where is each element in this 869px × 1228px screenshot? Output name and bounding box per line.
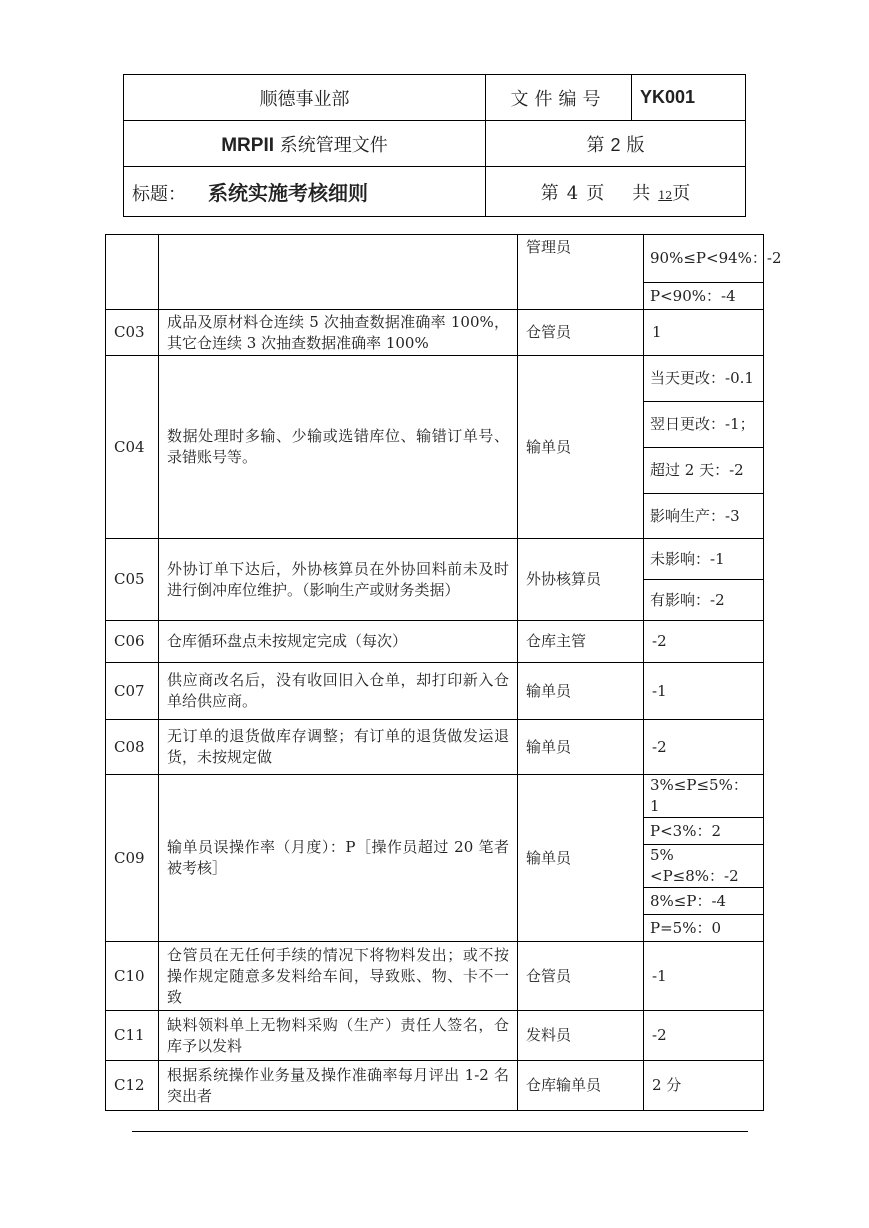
responsible-role: 输单员 bbox=[518, 356, 644, 539]
page-prefix: 第 bbox=[540, 182, 559, 204]
table-row bbox=[106, 942, 764, 1011]
system-name-rest: 系统管理文件 bbox=[279, 134, 388, 156]
item-description: 仓库循环盘点未按规定完成（每次） bbox=[159, 621, 518, 663]
score-rule: 超过 2 天：-2 bbox=[644, 448, 764, 494]
responsible-role: 发料员 bbox=[518, 1011, 644, 1061]
item-description: 仓管员在无任何手续的情况下将物料发出；或不按操作规定随意多发料给车间，导致账、物、卡不一致 bbox=[159, 942, 518, 1011]
table-row bbox=[106, 235, 764, 283]
responsible-role: 输单员 bbox=[518, 663, 644, 720]
version-cell bbox=[486, 121, 746, 167]
total-suffix: 页 bbox=[672, 182, 691, 204]
table-row bbox=[106, 720, 764, 775]
score-rule: 5%<P≤8%：-2 bbox=[644, 845, 764, 888]
file-number-label: 文件编号 bbox=[486, 75, 632, 121]
item-description: 输单员误操作率（月度）：P［操作员超过 20 笔者被考核］ bbox=[159, 775, 518, 942]
table-row bbox=[106, 310, 764, 356]
score-rule: -2 bbox=[644, 720, 764, 775]
assessment-table bbox=[105, 234, 782, 1111]
responsible-role: 输单员 bbox=[518, 720, 644, 775]
page-unit: 页 bbox=[586, 182, 605, 204]
table-row bbox=[106, 775, 764, 818]
item-code: C12 bbox=[106, 1061, 159, 1111]
score-rule: 90%≤P<94%：-2 bbox=[644, 235, 764, 283]
table-row bbox=[106, 621, 764, 663]
score-rule: 3%≤P≤5%：1 bbox=[644, 775, 764, 818]
responsible-role: 输单员 bbox=[518, 775, 644, 942]
system-name-bold: MRPII bbox=[221, 134, 275, 156]
page-number: 4 bbox=[566, 182, 579, 204]
score-rule: 8%≤P：-4 bbox=[644, 888, 764, 915]
item-description: 根据系统操作业务量及操作准确率每月评出 1-2 名突出者 bbox=[159, 1061, 518, 1111]
total-prefix: 共 bbox=[632, 182, 651, 204]
item-code: C10 bbox=[106, 942, 159, 1011]
table-row bbox=[106, 539, 764, 580]
system-document-name bbox=[124, 121, 486, 167]
item-description: 供应商改名后，没有收回旧入仓单，却打印新入仓单给供应商。 bbox=[159, 663, 518, 720]
item-code: C06 bbox=[106, 621, 159, 663]
responsible-role: 仓库输单员 bbox=[518, 1061, 644, 1111]
total-pages: 12 bbox=[658, 188, 673, 202]
score-rule: -2 bbox=[644, 1011, 764, 1061]
responsible-role: 仓管员 bbox=[518, 310, 644, 356]
score-rule: 1 bbox=[644, 310, 764, 356]
document-header-table bbox=[123, 74, 746, 217]
file-code: YK001 bbox=[632, 75, 746, 121]
title-cell bbox=[124, 167, 486, 217]
score-rule: 2 分 bbox=[644, 1061, 764, 1111]
item-description bbox=[159, 235, 518, 310]
table-row bbox=[106, 1061, 764, 1111]
responsible-role: 仓管员 bbox=[518, 942, 644, 1011]
department-name: 顺德事业部 bbox=[124, 75, 486, 121]
item-description: 数据处理时多输、少输或选错库位、输错订单号、录错账号等。 bbox=[159, 356, 518, 539]
item-description: 成品及原材料仓连续 5 次抽查数据准确率 100%，其它仓连续 3 次抽查数据准确率 100% bbox=[159, 310, 518, 356]
table-row bbox=[106, 663, 764, 720]
score-rule: 未影响：-1 bbox=[644, 539, 764, 580]
version-prefix: 第 bbox=[586, 134, 605, 156]
page-title: 系统实施考核细则 bbox=[208, 181, 368, 205]
item-code: C05 bbox=[106, 539, 159, 621]
score-rule: P<90%：-4 bbox=[644, 283, 764, 310]
score-rule: -1 bbox=[644, 942, 764, 1011]
title-label: 标题： bbox=[132, 184, 186, 205]
item-code: C09 bbox=[106, 775, 159, 942]
responsible-role: 外协核算员 bbox=[518, 539, 644, 621]
item-description: 缺料领料单上无物料采购（生产）责任人签名，仓库予以发料 bbox=[159, 1011, 518, 1061]
score-rule: 当天更改：-0.1 bbox=[644, 356, 764, 402]
score-rule: P<3%：2 bbox=[644, 818, 764, 845]
score-rule: P=5%：0 bbox=[644, 915, 764, 942]
version-suffix: 版 bbox=[626, 134, 645, 156]
item-code: C04 bbox=[106, 356, 159, 539]
item-code bbox=[106, 235, 159, 310]
item-description: 外协订单下达后，外协核算员在外协回料前未及时进行倒冲库位维护。（影响生产或财务类据） bbox=[159, 539, 518, 621]
footer-divider bbox=[132, 1131, 748, 1132]
item-code: C03 bbox=[106, 310, 159, 356]
page-info bbox=[486, 167, 746, 217]
version-number: 2 bbox=[610, 134, 621, 155]
score-rule: 有影响：-2 bbox=[644, 580, 764, 621]
score-rule: -1 bbox=[644, 663, 764, 720]
score-rule: -2 bbox=[644, 621, 764, 663]
responsible-role: 管理员 bbox=[518, 235, 644, 310]
responsible-role: 仓库主管 bbox=[518, 621, 644, 663]
score-rule: 翌日更改：-1； bbox=[644, 402, 764, 448]
item-code: C08 bbox=[106, 720, 159, 775]
item-code: C11 bbox=[106, 1011, 159, 1061]
score-rule: 影响生产：-3 bbox=[644, 494, 764, 539]
table-row bbox=[106, 1011, 764, 1061]
table-row bbox=[106, 356, 764, 402]
item-code: C07 bbox=[106, 663, 159, 720]
item-description: 无订单的退货做库存调整；有订单的退货做发运退货，未按规定做 bbox=[159, 720, 518, 775]
